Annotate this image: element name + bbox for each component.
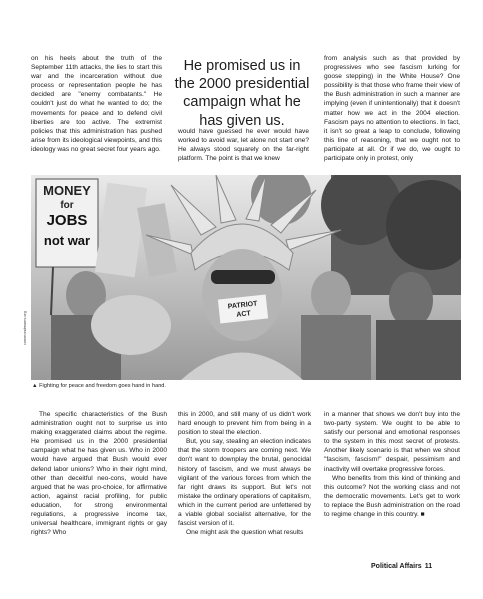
paragraph: The specific characteristics of the Bush administration ought not to surprise us into making exaggerated claims about the regime. He promised us in the 2000 presidential campaign what he has given us. Who in 2000 would have argued that Bush would ever defend labor unions? Who in their right mind, other than deceitful neo-cons, would have argued that he was pro-choice, for affirmative action, against racial profiling, for public education, for strong environmental regulations, a progressive income tax, universal healthcare, immigrant rights or gay rights? Who	[31, 411, 167, 537]
paragraph: on his heels about the truth of the September 11th attacks, the lies to start this war and the incarceration without due process or representation people he has decided are "enemy combatants." He couldn't just do what he wanted to do; the movements for peace and to defend civil liberties are too active. The extremist policies that this administration has pushed arise from its ideological viewpoints, and this ideology was no great secret four years ago.	[31, 55, 162, 153]
sign-line: for	[60, 200, 74, 211]
paragraph: One might ask the question what results	[186, 529, 304, 537]
article-column-top-middle	[178, 127, 309, 163]
photo-caption: ▲ Fighting for peace and freedom goes hand in hand.	[32, 383, 166, 389]
sign-line: MONEY	[43, 183, 91, 198]
sign-line: JOBS	[46, 212, 88, 229]
publication-name: Political Affairs	[371, 563, 422, 570]
article-column-bottom-left	[31, 410, 167, 537]
mask-line: ACT	[236, 310, 252, 319]
money-for-jobs-sign	[36, 179, 98, 267]
article-column-top-right	[324, 54, 460, 163]
patriot-act-tape	[218, 295, 268, 324]
article-column-top-left	[31, 54, 162, 154]
article-column-bottom-middle	[178, 410, 311, 537]
mask-line: PATRIOT	[227, 300, 258, 311]
page-footer	[371, 563, 432, 570]
paragraph: But, you say, stealing an election indicates that the storm troopers are coming next. We don't want to downplay the brutal, genocidal history of fascism, and we must always be vigilant of the various forces from which the far right draws its support. But let's not mistake the ordinary operations of capitalism, which in the current period are unfettered by a viable global socialist alternative, for the fascist version of it.	[178, 438, 311, 528]
protest-photo	[31, 175, 461, 380]
paragraph: in a manner that shows we don't buy into the two-party system. We ought to be able to satisfy our personal and emotional responses to the system in this most secret of protests. Another likely scenario is that when we shout "fascism, fascism!" despair, pessimism and inactivity will overtake progressive forces.	[324, 411, 460, 473]
photo-credit: commondreams.org	[23, 311, 27, 345]
paragraph: would have guessed he ever would have worked to avoid war, let alone not start one? He always stood squarely on the far-right platform. The point is that we knew	[178, 128, 309, 163]
paragraph: Who benefits from this kind of thinking and this outcome? Not the working class and not the democratic movements. Let's get to work to replace the Bush administration on the road to regime change in this country. ■	[324, 474, 460, 519]
page-number: 11	[424, 563, 433, 570]
article-column-bottom-right	[324, 410, 460, 519]
sign-line: not war	[43, 233, 91, 248]
paragraph: from analysis such as that provided by progressives who see fascism lurking for goose stepping) in the White House? One possibility is that those who frame their view of the Bush administration in such a manner are implying (even if unintentionally) that it doesn't matter how we act in the 2004 election. Fascism pays no attention to elections. In fact, it isn't so great a leap to conclude, following this line of reasoning, that we ought not to participate at all. Or if we do, we ought to participate only in protest, only	[324, 55, 460, 163]
pull-quote: He promised us in the 2000 presidential campaign what he has given us.	[174, 58, 310, 129]
paragraph: this in 2000, and still many of us didn't work hard enough to prevent him from being in a position to steal the election.	[178, 411, 311, 437]
